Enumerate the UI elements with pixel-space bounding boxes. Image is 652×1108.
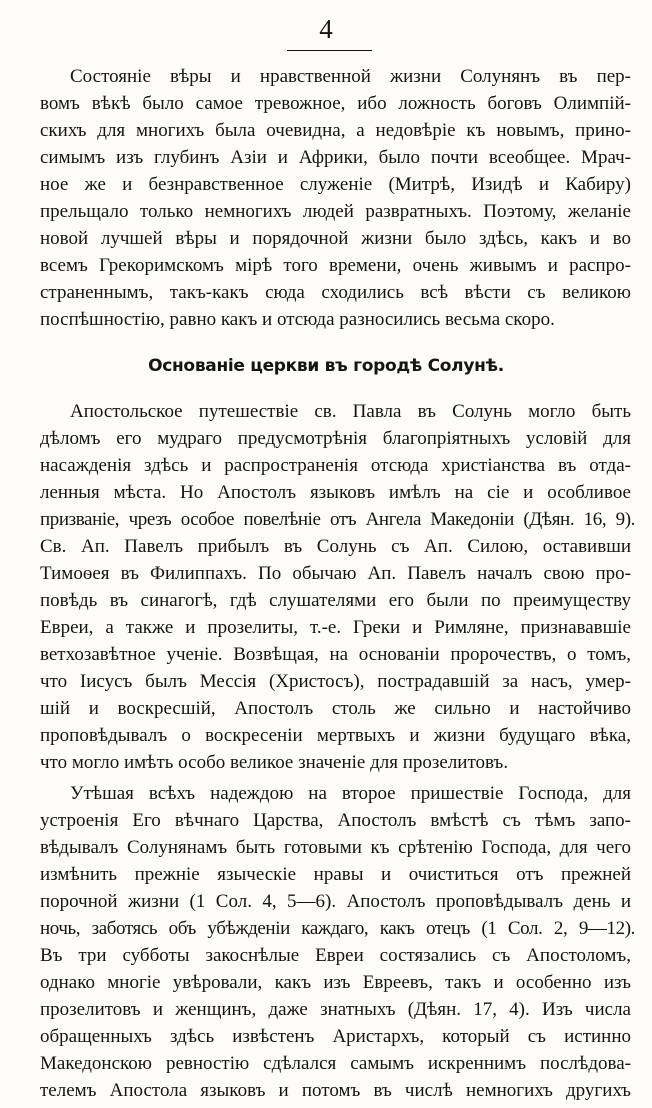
text-line: что Іисусъ былъ Мессія (Христосъ), пострадавшій за насъ, умер-: [40, 671, 631, 692]
text-line: прельщало только немногихъ людей развратныхъ. Поэтому, желаніе: [40, 201, 631, 222]
text-line: ночь, заботясь объ убѣжденіи каждаго, какъ отецъ (1 Сол. 2, 9—12).: [40, 918, 635, 939]
text-line: измѣнить прежніе языческіе нравы и очиститься отъ прежней: [40, 864, 631, 885]
text-line: Апостольское путешествіе св. Павла въ Солунь могло быть: [70, 401, 631, 422]
text-line: Евреи, а также и прозелиты, т.-е. Греки и Римляне, признававшіе: [40, 617, 631, 638]
text-line: однако многіе увѣровали, какъ изъ Евреевъ, такъ и особенно изъ: [40, 972, 631, 993]
text-line: вомъ вѣкѣ было самое тревожное, ибо ложность боговъ Олимпій-: [40, 93, 631, 114]
text-line: порочной жизни (1 Сол. 4, 5—6). Апостолъ проповѣдывалъ день и: [40, 891, 631, 912]
text-line: новой лучшей вѣры и порядочной жизни было здѣсь, какъ и во: [40, 228, 631, 249]
text-line: поспѣшностію, равно какъ и отсюда разносились весьма скоро.: [40, 309, 555, 330]
text-line: повѣдь въ синагогѣ, гдѣ слушателями его были по преимуществу: [40, 590, 631, 611]
text-line: ное же и безнравственное служеніе (Митрѣ, Изидѣ и Кабиру): [40, 174, 631, 195]
text-line: ленныя мѣста. Но Апостолъ языковъ имѣлъ на сіе и особливое: [40, 482, 631, 503]
header-rule: [287, 50, 372, 51]
text-line: устроенія Его вѣчнаго Царства, Апостолъ вмѣстѣ съ тѣмъ запо-: [40, 810, 631, 831]
text-line: насажденія здѣсь и распространенія отсюда христіанства въ отда-: [40, 455, 631, 476]
page-number: 4: [319, 14, 333, 44]
text-line: призваніе, чрезъ особое повелѣніе отъ Ангела Македоніи (Дѣян. 16, 9).: [40, 509, 635, 530]
text-line: Св. Ап. Павелъ прибылъ въ Солунь съ Ап. Силою, оставивши: [40, 536, 631, 557]
section-heading: Основаніе церкви въ городѣ Солунѣ.: [148, 356, 504, 376]
text-line: дѣломъ его мудраго предусмотрѣнія благопріятныхъ условій для: [40, 428, 631, 449]
text-line: скихъ для многихъ была очевидна, а недовѣріе къ новымъ, прино-: [40, 120, 631, 141]
text-line: телемъ Апостола языковъ и потомъ въ числѣ немногихъ другихъ: [40, 1080, 631, 1101]
text-line: Тимоѳея въ Филиппахъ. По обычаю Ап. Павелъ началъ свою про-: [40, 563, 631, 584]
text-line: проповѣдывалъ о воскресеніи мертвыхъ и жизни будущаго вѣка,: [40, 725, 631, 746]
text-line: Утѣшая всѣхъ надеждою на второе пришествіе Господа, для: [70, 783, 631, 804]
text-line: вѣдывалъ Солунянамъ быть готовыми къ срѣтенію Господа, для чего: [40, 837, 631, 858]
text-line: симымъ изъ глубинъ Азіи и Африки, было почти всеобщее. Мрач-: [40, 147, 631, 168]
text-line: шій и воскресшій, Апостолъ столь же сильно и настойчиво: [40, 698, 631, 719]
text-line: всемъ Грекоримскомъ мірѣ того времени, очень живымъ и распро-: [40, 255, 631, 276]
text-line: Македонскою ревностію сдѣлался самымъ искреннимъ послѣдова-: [40, 1053, 631, 1074]
text-line: прозелитовъ и женщинъ, даже знатныхъ (Дѣян. 17, 4). Изъ числа: [40, 999, 631, 1020]
text-line: Въ три субботы закоснѣлые Евреи состязались съ Апостоломъ,: [40, 945, 631, 966]
text-line: обращенныхъ здѣсь извѣстенъ Аристархъ, который съ истинно: [40, 1026, 631, 1047]
text-line: ветхозавѣтное ученіе. Возвѣщая, на основаніи пророчествъ, о томъ,: [40, 644, 631, 665]
text-line: Состояніе вѣры и нравственной жизни Солунянъ въ пер-: [70, 66, 631, 87]
text-line: что могло имѣть особо великое значеніе для прозелитовъ.: [40, 752, 509, 773]
text-line: страненнымъ, такъ-какъ сюда сходились всѣ вѣсти съ великою: [40, 282, 631, 303]
